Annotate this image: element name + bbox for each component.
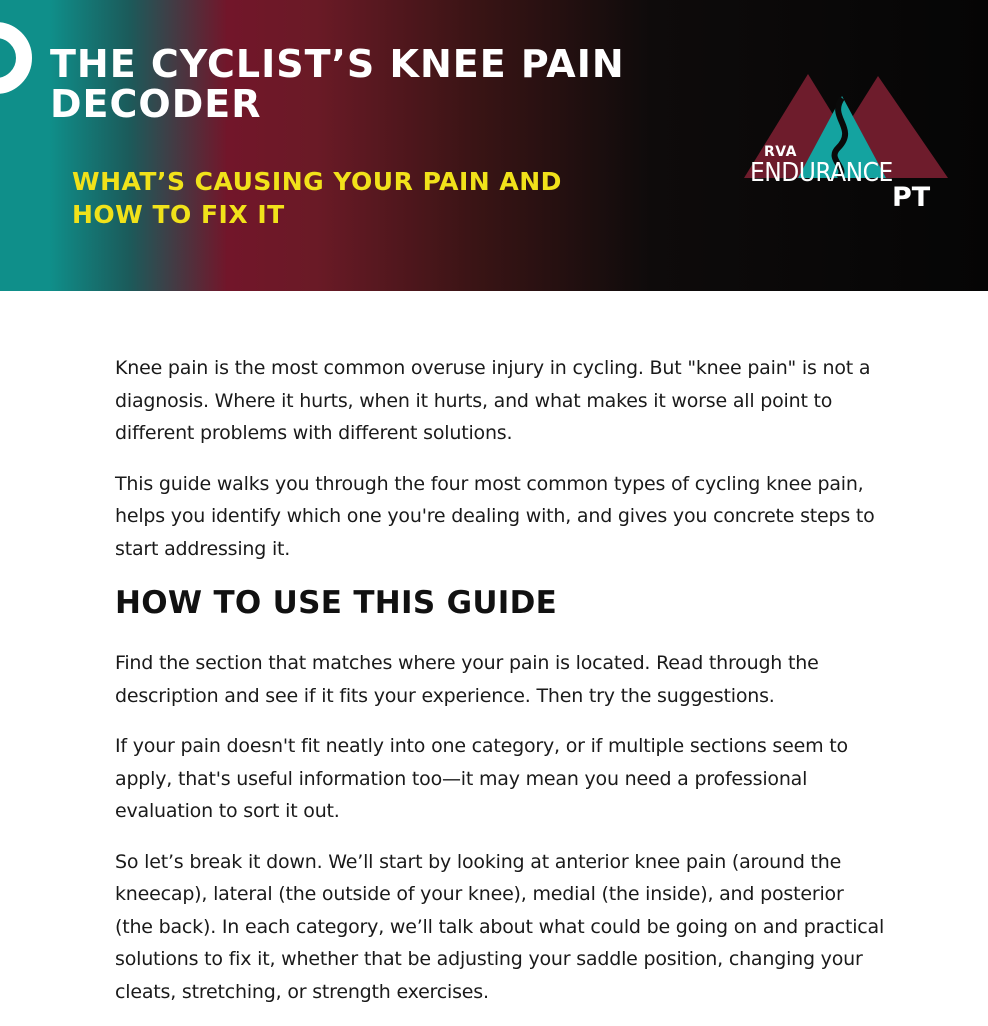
main-content [115, 352, 885, 1026]
header-banner [0, 0, 988, 291]
how-to-paragraph-2: If your pain doesn't fit neatly into one category, or if multiple sections seem to apply, that's useful information too—it may mean you need a professional evaluation to sort it out. [115, 735, 848, 822]
logo-rva-text: RVA [764, 144, 797, 160]
logo-pt-text: PT [892, 182, 931, 213]
circle-decoration [0, 22, 32, 94]
intro-paragraph-1: Knee pain is the most common overuse injury in cycling. But "knee pain" is not a diagnosis. Where it hurts, when it hurts, and what makes it worse all point to different problems with different solutions. [115, 357, 871, 444]
logo-endurance-text: ENDURANCE [750, 158, 893, 188]
how-to-paragraph-1: Find the section that matches where your pain is located. Read through the description and see if it fits your experience. Then try the suggestions. [115, 652, 819, 707]
intro-paragraph-2: This guide walks you through the four most common types of cycling knee pain, helps you identify which one you're dealing with, and gives you concrete steps to start addressing it. [115, 472, 875, 560]
how-to-heading: HOW TO USE THIS GUIDE [115, 585, 558, 621]
page-subtitle: WHAT’S CAUSING YOUR PAIN AND HOW TO FIX IT [72, 167, 562, 229]
page-title: THE CYCLIST’S KNEE PAIN DECODER [50, 42, 625, 126]
how-to-paragraph-3: So let’s break it down. We’ll start by looking at anterior knee pain (around the kneecap), lateral (the outside of your knee), medial (the inside), and posterior (the back). In each category, we’ll talk about what could be going on and practical solutions to fix it, whether that be adjusting your saddle position, changing your cleats, stretching, or strength exercises. [115, 850, 885, 1003]
rva-endurance-pt-logo [738, 68, 950, 218]
